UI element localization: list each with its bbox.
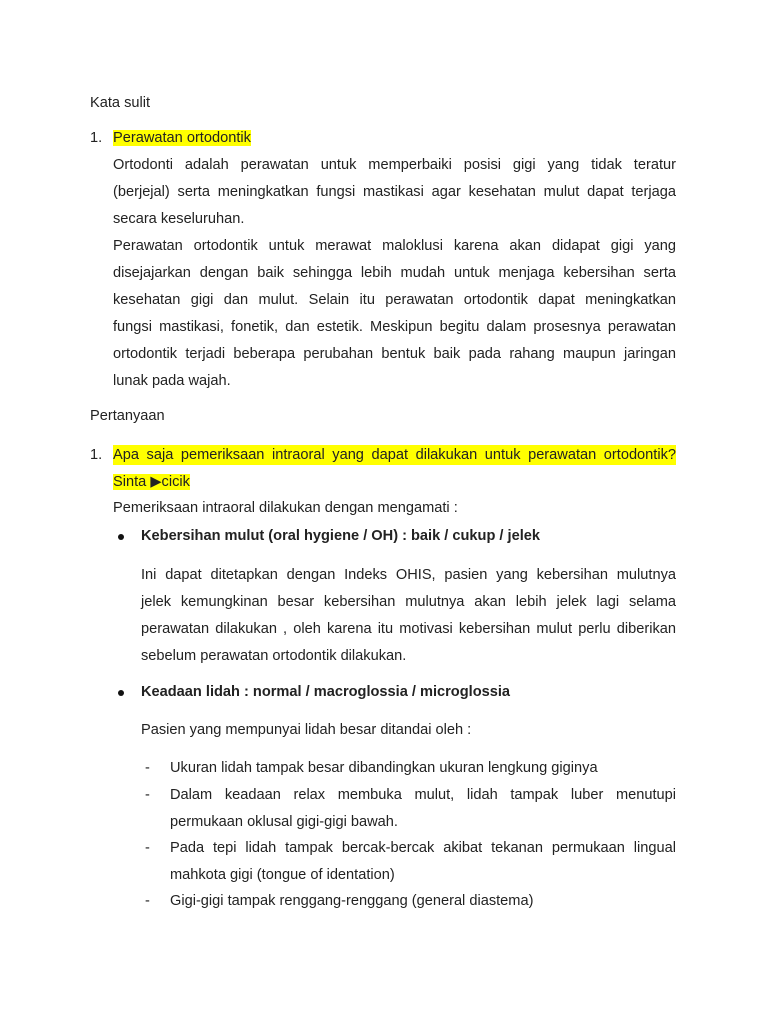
bullet-2-intro: Pasien yang mempunyai lidah besar ditandai oleh :	[141, 722, 472, 738]
question1-intro: Pemeriksaan intraoral dilakukan dengan mengamati :	[113, 500, 458, 516]
bullet-1-text-line-4: sebelum perawatan ortodontik dilakukan.	[141, 648, 407, 664]
dash-2-marker: -	[145, 787, 150, 803]
question1-line-1: Apa saja pemeriksaan intraoral yang dapat dilakukan untuk perawatan ortodontik?	[113, 447, 676, 463]
item1-para2-line-1: Perawatan ortodontik untuk merawat maloklusi karena akan didapat gigi yang	[113, 238, 676, 254]
item1-para1-line-1: Ortodonti adalah perawatan untuk memperbaiki posisi gigi yang tidak teratur	[113, 157, 676, 173]
bullet-2-dot	[118, 690, 124, 696]
item1-para1-line-2: (berjejal) serta meningkatkan fungsi mastikasi agar kesehatan mulut dapat terjaga	[113, 184, 676, 200]
dash-1-marker: -	[145, 760, 150, 776]
dash-2-line-2: permukaan oklusal gigi-gigi bawah.	[170, 814, 398, 830]
item1-para2-line-4: fungsi mastikasi, fonetik, dan estetik. Meskipun begitu dalam prosesnya perawatan	[113, 319, 676, 335]
bullet-1-text-line-3: perawatan dilakukan , oleh karena itu motivasi kebersihan mulut perlu diberikan	[141, 621, 676, 637]
bullet-1-text-line-1: Ini dapat ditetapkan dengan Indeks OHIS, pasien yang kebersihan mulutnya	[141, 567, 676, 583]
item1-para2-line-2: disejajarkan dengan baik sehingga lebih mudah untuk menjaga kebersihan serta	[113, 265, 676, 281]
dash-4-line-1: Gigi-gigi tampak renggang-renggang (general diastema)	[170, 893, 534, 909]
item1-title	[113, 128, 251, 148]
item1-para2-line-5: ortodontik terjadi beberapa perubahan bentuk baik pada rahang maupun jaringan	[113, 346, 676, 362]
bullet-1-text-line-2: jelek kemungkinan besar kebersihan mulutnya akan lebih jelek lagi selama	[141, 594, 676, 610]
item1-number: 1.	[90, 130, 103, 146]
heading-pertanyaan: Pertanyaan	[90, 408, 165, 424]
item1-para2-line-6: lunak pada wajah.	[113, 373, 231, 389]
dash-3-line-1: Pada tepi lidah tampak bercak-bercak akibat tekanan permukaan lingual	[170, 840, 676, 856]
question1-number: 1.	[90, 447, 103, 463]
bullet-1-dot	[118, 534, 124, 540]
dash-2-line-1: Dalam keadaan relax membuka mulut, lidah tampak luber menutupi	[170, 787, 676, 803]
bullet-2-title: Keadaan lidah : normal / macroglossia / microglossia	[141, 684, 511, 700]
bullet-1-title: Kebersihan mulut (oral hygiene / OH) : baik / cukup / jelek	[141, 528, 540, 544]
item1-para1-line-3: secara keseluruhan.	[113, 211, 245, 227]
question1-author-highlight: Sinta ▶cicik	[113, 474, 190, 490]
question1-line-2	[113, 472, 190, 492]
dash-3-marker: -	[145, 840, 150, 856]
dash-1-line-1: Ukuran lidah tampak besar dibandingkan ukuran lengkung giginya	[170, 760, 598, 776]
item1-para2-line-3: kesehatan gigi dan mulut. Selain itu perawatan ortodontik dapat meningkatkan	[113, 292, 676, 308]
dash-3-line-2: mahkota gigi (tongue of identation)	[170, 867, 395, 883]
heading-kata-sulit: Kata sulit	[90, 95, 151, 111]
dash-4-marker: -	[145, 893, 150, 909]
item1-title-highlight: Perawatan ortodontik	[113, 130, 251, 146]
